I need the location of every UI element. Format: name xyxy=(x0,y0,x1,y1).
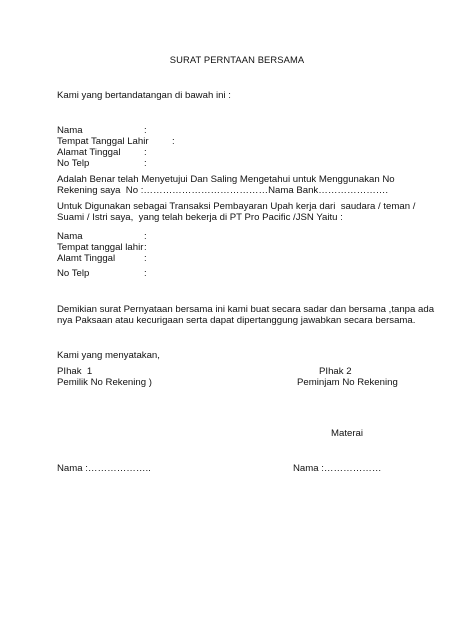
party2-ttl-colon: : xyxy=(144,242,147,253)
party1-nama-colon: : xyxy=(144,125,147,136)
party1-telp-label: No Telp xyxy=(57,158,90,169)
party2-nama-label: Nama xyxy=(57,231,83,242)
pihak2-role: Peminjam No Rekening xyxy=(297,377,398,388)
party1-alamat-label: Alamat Tinggal xyxy=(57,147,121,158)
party2-telp-label: No Telp xyxy=(57,268,90,279)
pihak2-name-line: Nama :……………… xyxy=(293,463,382,474)
party1-ttl-label: Tempat Tanggal Lahir xyxy=(57,136,149,147)
pihak1-label: PIhak 1 xyxy=(57,366,93,377)
paragraph-1-line-2: Rekening saya No :…………………………………Nama Bank…………………. xyxy=(57,185,389,196)
signatory-intro: Kami yang menyatakan, xyxy=(57,350,160,361)
party1-nama-label: Nama xyxy=(57,125,83,136)
paragraph-2-line-2: Suami / Istri saya, yang telah bekerja di PT Pro Pacific /JSN Yaitu : xyxy=(57,212,343,223)
party2-alamat-colon: : xyxy=(144,253,147,264)
pihak2-label: PIhak 2 xyxy=(319,366,352,377)
paragraph-1-line-1: Adalah Benar telah Menyetujui Dan Saling Mengetahui untuk Menggunakan No xyxy=(57,174,395,185)
party2-alamat-label: Alamt Tinggal xyxy=(57,253,116,264)
pihak1-role: Pemilik No Rekening ) xyxy=(57,377,152,388)
party2-telp-colon: : xyxy=(144,268,147,279)
pihak1-name-line: Nama :……………….. xyxy=(57,463,151,474)
closing-line-1: Demikian surat Pernyataan bersama ini kami buat secara sadar dan bersama ,tanpa ada xyxy=(57,304,435,315)
party1-telp-colon: : xyxy=(144,158,147,169)
party2-nama-colon: : xyxy=(144,231,147,242)
materai-label: Materai xyxy=(331,428,363,439)
closing-line-2: nya Paksaan atau kecurigaan serta dapat dipertanggung jawabkan secara bersama. xyxy=(57,315,416,326)
intro-text: Kami yang bertandatangan di bawah ini : xyxy=(57,90,231,101)
party1-ttl-colon: : xyxy=(172,136,175,147)
party1-alamat-colon: : xyxy=(144,147,147,158)
paragraph-2-line-1: Untuk Digunakan sebagai Transaksi Pembayaran Upah kerja dari saudara / teman / xyxy=(57,201,416,212)
party2-ttl-label: Tempat tanggal lahir xyxy=(57,242,144,253)
document-title: SURAT PERNTAAN BERSAMA xyxy=(169,54,305,65)
